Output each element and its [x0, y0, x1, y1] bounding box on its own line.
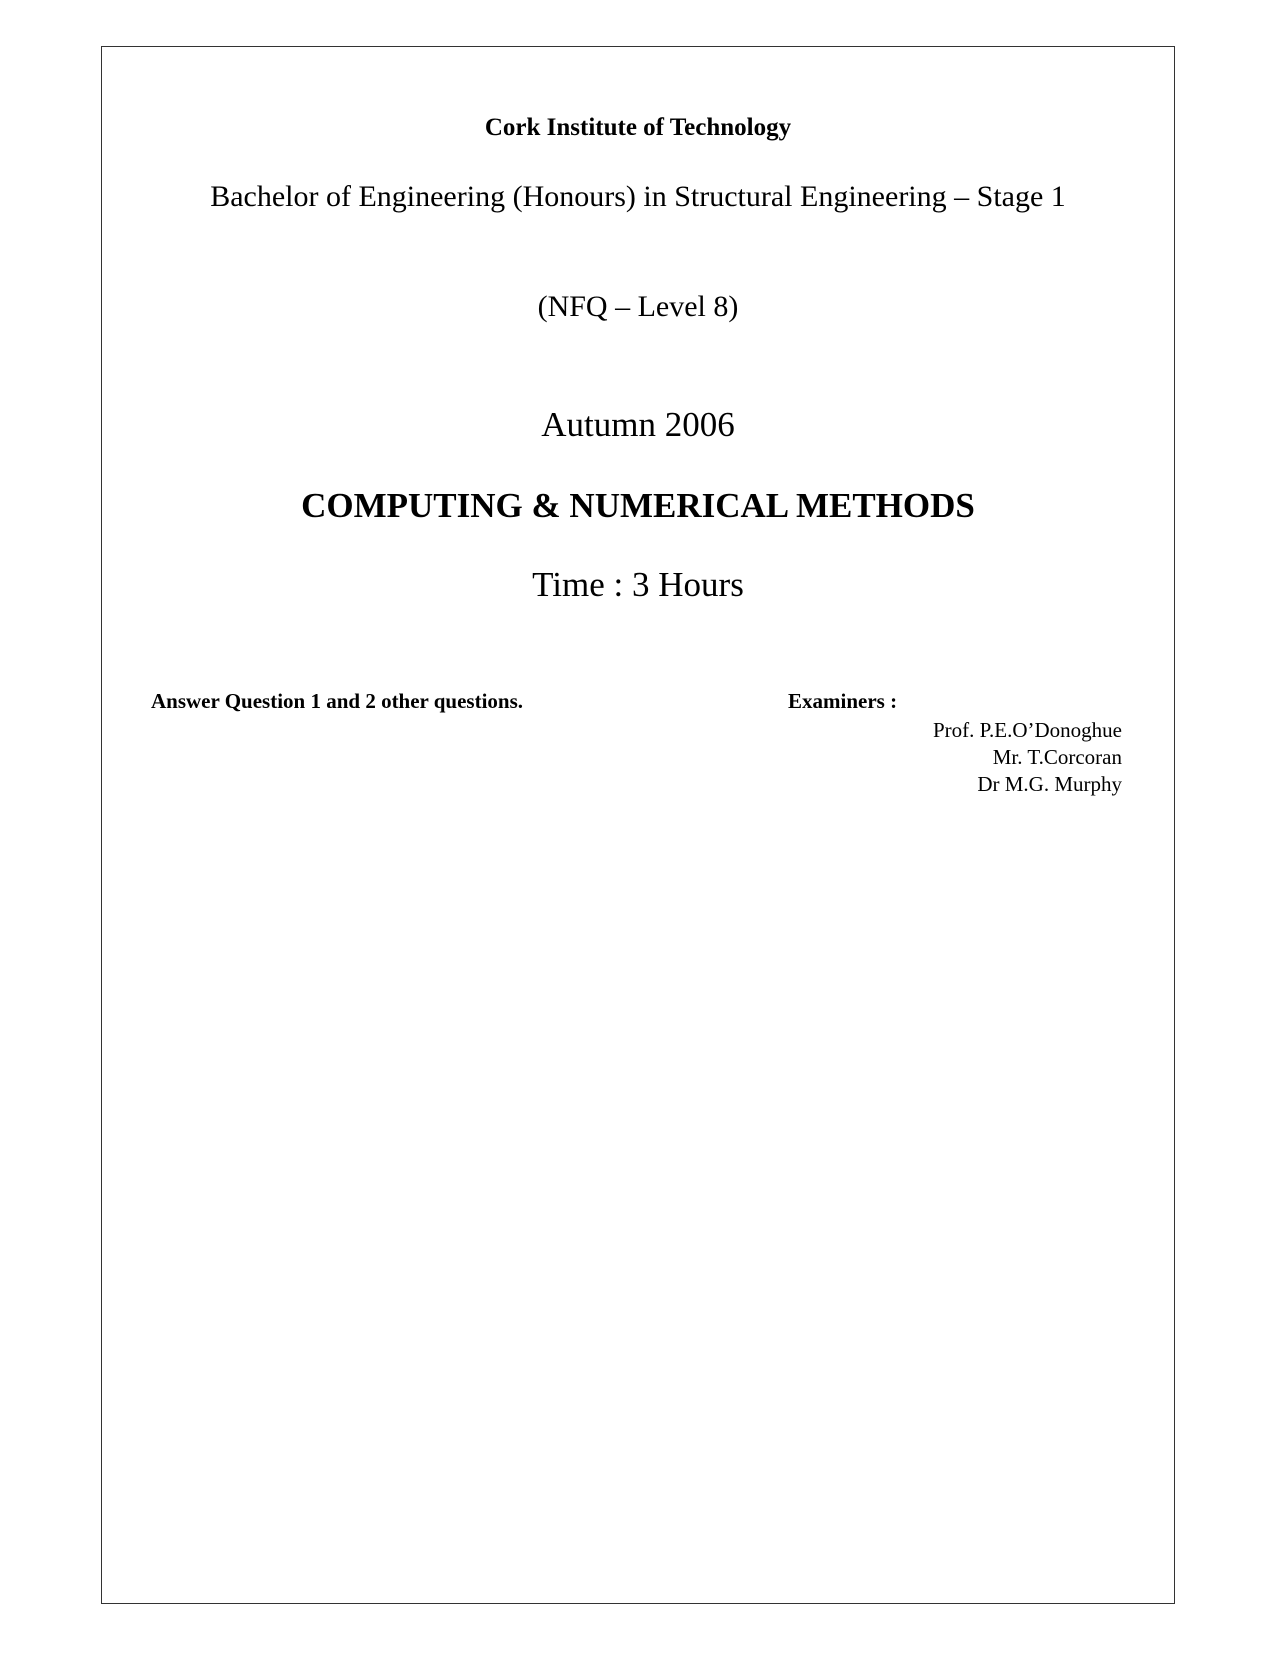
examiner-name: Prof. P.E.O’Donoghue: [933, 718, 1122, 742]
nfq-level: (NFQ – Level 8): [537, 290, 739, 323]
examiners-list: [933, 717, 1122, 798]
subject-title: COMPUTING & NUMERICAL METHODS: [301, 486, 975, 525]
examiner-name: Dr M.G. Murphy: [977, 772, 1122, 796]
examiners-heading: Examiners :: [788, 689, 898, 713]
examiner-name: Mr. T.Corcoran: [992, 745, 1122, 769]
institution-name: Cork Institute of Technology: [484, 114, 792, 141]
page-border: [101, 46, 1175, 1604]
exam-session: Autumn 2006: [541, 405, 735, 444]
exam-duration: Time : 3 Hours: [532, 565, 744, 604]
exam-instructions: Answer Question 1 and 2 other questions.: [151, 689, 524, 713]
programme-title: Bachelor of Engineering (Honours) in Structural Engineering – Stage 1: [210, 180, 1066, 213]
